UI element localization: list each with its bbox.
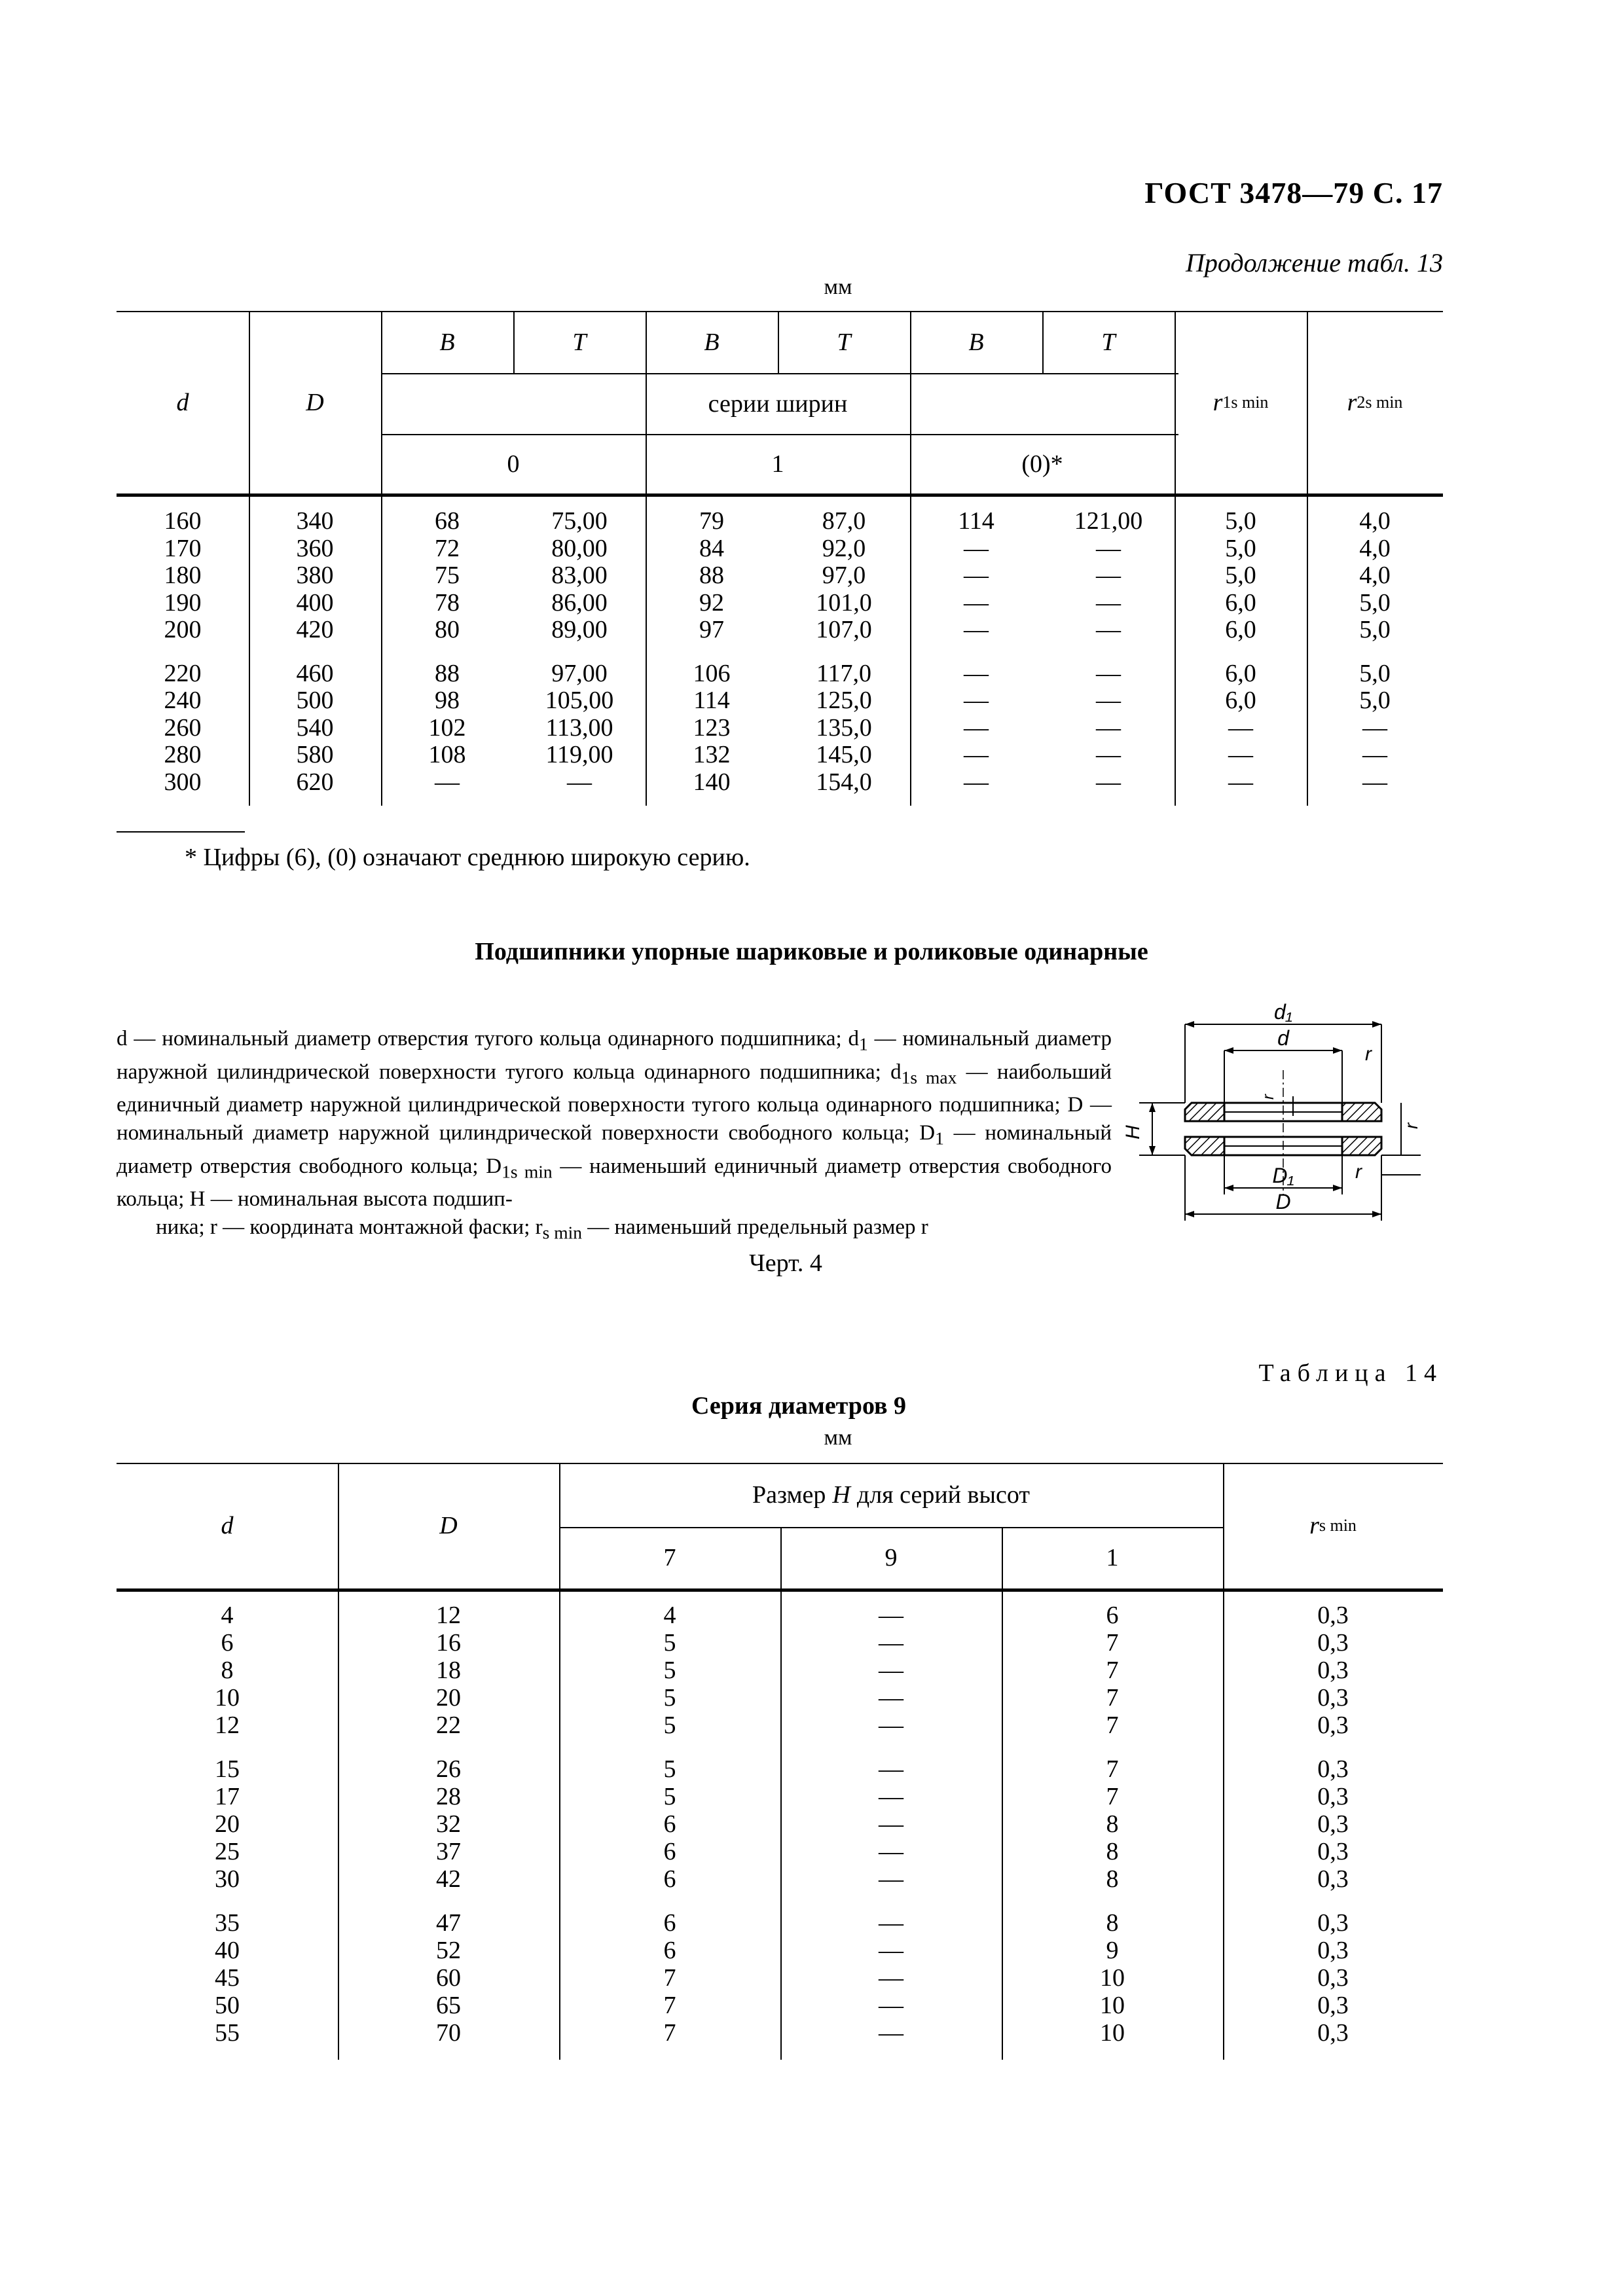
table-row bbox=[117, 714, 1443, 742]
table-cell: 5,0 bbox=[1359, 687, 1391, 714]
table-cell: 7 bbox=[1106, 1684, 1119, 1712]
col-header-B: B bbox=[968, 328, 984, 356]
table-cell: 119,00 bbox=[545, 741, 613, 768]
table-cell: 6,0 bbox=[1225, 659, 1256, 687]
table13 bbox=[117, 311, 1443, 808]
table-cell: 8 bbox=[1106, 1865, 1119, 1893]
table-row bbox=[117, 1629, 1443, 1657]
table-row bbox=[117, 687, 1443, 714]
table-cell: 420 bbox=[296, 616, 334, 643]
table-cell: 4 bbox=[663, 1602, 676, 1629]
table-cell: 87,0 bbox=[822, 507, 866, 535]
table-row bbox=[117, 1992, 1443, 2019]
table-cell: 160 bbox=[164, 507, 202, 535]
table-cell: 78 bbox=[435, 588, 460, 617]
table-cell: 0,3 bbox=[1317, 2019, 1349, 2047]
table-cell: 30 bbox=[215, 1865, 240, 1893]
table-cell: — bbox=[879, 1684, 903, 1712]
table-cell: 0,3 bbox=[1317, 1657, 1349, 1684]
table-cell: 20 bbox=[215, 1810, 240, 1838]
table-cell: 12 bbox=[436, 1602, 461, 1629]
table-cell: 190 bbox=[164, 588, 202, 617]
table-cell: — bbox=[435, 768, 460, 796]
series-0: 0 bbox=[507, 450, 520, 478]
table-cell: 98 bbox=[435, 687, 460, 714]
table-cell: 15 bbox=[215, 1755, 240, 1783]
table-cell: 40 bbox=[215, 1937, 240, 1964]
table-cell: 106 bbox=[693, 659, 731, 687]
table-cell: 360 bbox=[296, 534, 334, 562]
table-row bbox=[117, 1909, 1443, 1937]
table-row bbox=[117, 1602, 1443, 1629]
table-cell: 5 bbox=[663, 1684, 676, 1712]
table-cell: 135,0 bbox=[816, 713, 872, 742]
table-cell: 5 bbox=[663, 1783, 676, 1810]
table-cell: 8 bbox=[1106, 1810, 1119, 1838]
table13-units: мм bbox=[824, 275, 852, 299]
table-cell: 6,0 bbox=[1225, 588, 1256, 617]
table-cell: 108 bbox=[428, 741, 466, 768]
col-header-T: T bbox=[1101, 328, 1116, 356]
table-cell: — bbox=[879, 1783, 903, 1810]
table-cell: 5 bbox=[663, 1755, 676, 1783]
table-cell: 121,00 bbox=[1074, 507, 1143, 535]
table-cell: 5,0 bbox=[1225, 534, 1256, 562]
table-row bbox=[117, 1755, 1443, 1783]
svg-text:r: r bbox=[1355, 1161, 1362, 1183]
table-cell: 7 bbox=[663, 1964, 676, 1992]
svg-text:r: r bbox=[1401, 1122, 1421, 1129]
table-cell: 83,00 bbox=[551, 562, 608, 589]
table-cell: 80,00 bbox=[551, 534, 608, 562]
table-cell: 0,3 bbox=[1317, 1783, 1349, 1810]
table-cell: 140 bbox=[693, 768, 731, 796]
label-r: r bbox=[1365, 1043, 1372, 1065]
table-row bbox=[117, 1865, 1443, 1893]
table-cell: 12 bbox=[215, 1712, 240, 1739]
table-cell: 0,3 bbox=[1317, 1992, 1349, 2019]
table-cell: — bbox=[964, 588, 989, 617]
table-cell: 47 bbox=[436, 1909, 461, 1937]
table-cell: — bbox=[879, 1712, 903, 1739]
table-cell: 240 bbox=[164, 687, 202, 714]
table-cell: 26 bbox=[436, 1755, 461, 1783]
table-cell: 180 bbox=[164, 562, 202, 589]
table-cell: 97 bbox=[699, 616, 724, 643]
table14-units: мм bbox=[824, 1426, 852, 1450]
table-cell: 86,00 bbox=[551, 588, 608, 617]
table-cell: 0,3 bbox=[1317, 1684, 1349, 1712]
table-cell: 125,0 bbox=[816, 687, 872, 714]
table-row bbox=[117, 1810, 1443, 1838]
width-series-label: серии ширин bbox=[708, 389, 848, 418]
table-cell: 101,0 bbox=[816, 588, 872, 617]
table-cell: 105,00 bbox=[545, 687, 614, 714]
table-cell: — bbox=[879, 1937, 903, 1964]
label-H: H bbox=[1122, 1125, 1144, 1139]
table-cell: 300 bbox=[164, 768, 202, 796]
table-row bbox=[117, 660, 1443, 687]
table-cell: 0,3 bbox=[1317, 1937, 1349, 1964]
table-cell: 10 bbox=[1100, 2019, 1125, 2047]
table-cell: 380 bbox=[296, 562, 334, 589]
table-cell: 6 bbox=[663, 1810, 676, 1838]
table-cell: — bbox=[1096, 687, 1121, 714]
table-row bbox=[117, 589, 1443, 617]
table-row bbox=[117, 507, 1443, 535]
table-cell: 5 bbox=[663, 1657, 676, 1684]
table-row bbox=[117, 1937, 1443, 1964]
table-row bbox=[117, 1657, 1443, 1684]
table-cell: 92,0 bbox=[822, 534, 866, 562]
table-cell: 7 bbox=[1106, 1712, 1119, 1739]
table-cell: 6 bbox=[221, 1629, 234, 1657]
table-cell: 60 bbox=[436, 1964, 461, 1992]
table-cell: 65 bbox=[436, 1992, 461, 2019]
table-cell: — bbox=[879, 1755, 903, 1783]
table-cell: 170 bbox=[164, 534, 202, 562]
table-cell: 84 bbox=[699, 534, 724, 562]
label-D1: D₁ bbox=[1272, 1164, 1294, 1187]
table-cell: — bbox=[879, 1629, 903, 1657]
table-cell: 0,3 bbox=[1317, 1838, 1349, 1865]
table-cell: 72 bbox=[435, 534, 460, 562]
col-header-B: B bbox=[704, 328, 720, 356]
table-continuation-caption: Продолжение табл. 13 bbox=[1185, 248, 1443, 278]
table-cell: 7 bbox=[663, 1992, 676, 2019]
table-cell: 9 bbox=[1106, 1937, 1119, 1964]
table-cell: 6,0 bbox=[1225, 687, 1256, 714]
table-cell: 5 bbox=[663, 1629, 676, 1657]
label-d1: d₁ bbox=[1274, 1000, 1292, 1024]
table-cell: 0,3 bbox=[1317, 1602, 1349, 1629]
table-cell: 102 bbox=[428, 713, 466, 742]
table-cell: 6,0 bbox=[1225, 616, 1256, 643]
height-series-label: Размер H для серий высот bbox=[752, 1481, 1030, 1509]
table-cell: 88 bbox=[435, 659, 460, 687]
table-cell: 89,00 bbox=[551, 616, 608, 643]
table-cell: 37 bbox=[436, 1838, 461, 1865]
table-cell: 580 bbox=[296, 741, 334, 768]
table-cell: 145,0 bbox=[816, 741, 872, 768]
table-cell: — bbox=[964, 659, 989, 687]
series-1: 1 bbox=[771, 450, 784, 478]
table-cell: 400 bbox=[296, 588, 334, 617]
table-cell: 114 bbox=[958, 507, 994, 535]
table-cell: 154,0 bbox=[816, 768, 872, 796]
col-header-T: T bbox=[837, 328, 851, 356]
table-cell: — bbox=[964, 562, 989, 589]
table-row bbox=[117, 562, 1443, 589]
table-row bbox=[117, 1838, 1443, 1865]
definitions-text: d — номинальный диаметр отверстия тугого кольца одинарного подшипника; $d_1$ — номинальный диаметр наружной цилиндрической поверхности тугого кольца одинарного подшипника; $d_{1s max}$ — наибольший единичный диаметр наружной цилиндрической поверхности тугого кольца одинарного подшипника; D — номинальный диаметр наружной цилиндрической поверхности свободного кольца; $D_1$ — номинальный диаметр отверстия свободного кольца; $D_{1s min}$ — наименьший единичный диаметр отверстия свободного кольца; H — номинальная высота подшип- ника; r — координата монтажной фаски; $r_{s min}$ — наименьший предельный размер r bbox=[117, 1027, 1112, 1243]
table-row bbox=[117, 1684, 1443, 1712]
table-row bbox=[117, 535, 1443, 562]
table14 bbox=[117, 1463, 1443, 2065]
table-cell: 220 bbox=[164, 659, 202, 687]
table-cell: 97,00 bbox=[551, 659, 608, 687]
table-row bbox=[117, 1712, 1443, 1739]
table-cell: 4,0 bbox=[1359, 507, 1391, 535]
table-cell: — bbox=[879, 1838, 903, 1865]
table-cell: 35 bbox=[215, 1909, 240, 1937]
figure-caption: Черт. 4 bbox=[749, 1249, 822, 1277]
table-row bbox=[117, 768, 1443, 796]
table13-body bbox=[117, 507, 1443, 808]
table-cell: 7 bbox=[1106, 1755, 1119, 1783]
table-cell: — bbox=[1096, 659, 1121, 687]
table-cell: — bbox=[1096, 534, 1121, 562]
table-cell: 113,00 bbox=[545, 713, 613, 742]
table-cell: 0,3 bbox=[1317, 1755, 1349, 1783]
table-row bbox=[117, 1964, 1443, 1992]
table-row bbox=[117, 616, 1443, 643]
table-cell: 540 bbox=[296, 713, 334, 742]
table-cell: 5 bbox=[663, 1712, 676, 1739]
table-cell: 7 bbox=[663, 2019, 676, 2047]
label-D: D bbox=[1275, 1190, 1291, 1213]
table-cell: — bbox=[1096, 588, 1121, 617]
table-cell: 280 bbox=[164, 741, 202, 768]
table-cell: 5,0 bbox=[1359, 659, 1391, 687]
table-cell: 28 bbox=[436, 1783, 461, 1810]
col-header-D: D bbox=[306, 388, 324, 416]
table-cell: 5,0 bbox=[1359, 588, 1391, 617]
table-cell: 460 bbox=[296, 659, 334, 687]
table-cell: 7 bbox=[1106, 1629, 1119, 1657]
table-cell: 8 bbox=[221, 1657, 234, 1684]
table-cell: 200 bbox=[164, 616, 202, 643]
table-cell: — bbox=[879, 1865, 903, 1893]
table-cell: 16 bbox=[436, 1629, 461, 1657]
table-cell: 6 bbox=[663, 1838, 676, 1865]
table-cell: 79 bbox=[699, 507, 724, 535]
table-cell: 55 bbox=[215, 2019, 240, 2047]
table-cell: 0,3 bbox=[1317, 1909, 1349, 1937]
table-cell: 6 bbox=[663, 1909, 676, 1937]
table-cell: 52 bbox=[436, 1937, 461, 1964]
table-cell: 500 bbox=[296, 687, 334, 714]
table-cell: — bbox=[1096, 562, 1121, 589]
table-cell: — bbox=[879, 1909, 903, 1937]
col-header-B: B bbox=[439, 328, 455, 356]
table-cell: 0,3 bbox=[1317, 1712, 1349, 1739]
table-cell: 5,0 bbox=[1225, 562, 1256, 589]
table-cell: 123 bbox=[693, 713, 731, 742]
col-header-d: d bbox=[176, 388, 189, 416]
table-cell: 92 bbox=[699, 588, 724, 617]
table-cell: 260 bbox=[164, 713, 202, 742]
table-cell: 25 bbox=[215, 1838, 240, 1865]
table-cell: 0,3 bbox=[1317, 1865, 1349, 1893]
table-cell: 107,0 bbox=[816, 616, 872, 643]
table-cell: — bbox=[879, 1602, 903, 1629]
svg-text:r: r bbox=[1260, 1094, 1277, 1100]
table-cell: 10 bbox=[1100, 1964, 1125, 1992]
label-d: d bbox=[1277, 1026, 1289, 1050]
col-header-rs-min: r s min bbox=[1309, 1512, 1357, 1539]
table-cell: 10 bbox=[215, 1684, 240, 1712]
table-cell: 117,0 bbox=[816, 659, 872, 687]
series-title: Серия диаметров 9 bbox=[691, 1392, 907, 1420]
table-cell: — bbox=[1096, 616, 1121, 643]
table-cell: 114 bbox=[693, 687, 730, 714]
page-header: ГОСТ 3478—79 С. 17 bbox=[1144, 176, 1443, 209]
table-cell: — bbox=[1362, 741, 1387, 768]
table-cell: 50 bbox=[215, 1992, 240, 2019]
table-cell: 45 bbox=[215, 1964, 240, 1992]
thrust-bearing-drawing bbox=[1122, 998, 1427, 1234]
table-cell: — bbox=[879, 2019, 903, 2047]
table-cell: — bbox=[879, 1810, 903, 1838]
table-cell: 10 bbox=[1100, 1992, 1125, 2019]
table-cell: 0,3 bbox=[1317, 1810, 1349, 1838]
table-cell: 22 bbox=[436, 1712, 461, 1739]
table-cell: 88 bbox=[699, 562, 724, 589]
table-cell: 6 bbox=[663, 1865, 676, 1893]
table-cell: — bbox=[1362, 768, 1387, 796]
table-cell: 4 bbox=[221, 1602, 234, 1629]
table-cell: — bbox=[879, 1964, 903, 1992]
table-cell: — bbox=[964, 768, 989, 796]
table-cell: — bbox=[1228, 741, 1253, 768]
table-cell: 18 bbox=[436, 1657, 461, 1684]
table-cell: 4,0 bbox=[1359, 562, 1391, 589]
table-cell: — bbox=[1096, 768, 1121, 796]
table-cell: 0,3 bbox=[1317, 1964, 1349, 1992]
table14-body bbox=[117, 1602, 1443, 2060]
table-cell: — bbox=[879, 1657, 903, 1684]
table-cell: — bbox=[964, 616, 989, 643]
table-cell: — bbox=[964, 687, 989, 714]
table-cell: 80 bbox=[435, 616, 460, 643]
table-cell: 5,0 bbox=[1359, 616, 1391, 643]
table-cell: 6 bbox=[663, 1937, 676, 1964]
table-cell: — bbox=[567, 768, 592, 796]
section-title: Подшипники упорные шариковые и роликовые одинарные bbox=[475, 938, 1148, 965]
table-cell: 4,0 bbox=[1359, 534, 1391, 562]
table-label: Таблица 14 bbox=[1258, 1359, 1443, 1387]
table-cell: — bbox=[1096, 713, 1121, 742]
table-row bbox=[117, 2019, 1443, 2047]
table-cell: 5,0 bbox=[1225, 507, 1256, 535]
col-header-D: D bbox=[439, 1512, 458, 1539]
series-0-star: (0)* bbox=[1021, 450, 1063, 478]
height-series-1: 1 bbox=[1106, 1544, 1119, 1571]
table-cell: 20 bbox=[436, 1684, 461, 1712]
table-cell: 6 bbox=[1106, 1602, 1119, 1629]
table-cell: 0,3 bbox=[1317, 1629, 1349, 1657]
table-row bbox=[117, 741, 1443, 768]
table-row bbox=[117, 1783, 1443, 1810]
table-cell: — bbox=[1228, 713, 1253, 742]
table-cell: 7 bbox=[1106, 1783, 1119, 1810]
height-series-9: 9 bbox=[884, 1544, 898, 1571]
table-cell: — bbox=[1228, 768, 1253, 796]
col-header-T: T bbox=[572, 328, 587, 356]
table-cell: 8 bbox=[1106, 1909, 1119, 1937]
height-series-7: 7 bbox=[663, 1544, 676, 1571]
table-cell: 68 bbox=[435, 507, 460, 535]
col-header-r2s-min: r 2s min bbox=[1347, 388, 1403, 416]
table-cell: 17 bbox=[215, 1783, 240, 1810]
table-cell: 620 bbox=[296, 768, 334, 796]
table-cell: 8 bbox=[1106, 1838, 1119, 1865]
footnote: * Цифры (6), (0) означают среднюю широкую серию. bbox=[185, 844, 750, 871]
table-cell: — bbox=[1096, 741, 1121, 768]
table-cell: 32 bbox=[436, 1810, 461, 1838]
table-cell: — bbox=[964, 741, 989, 768]
table-cell: — bbox=[1362, 713, 1387, 742]
table-cell: 97,0 bbox=[822, 562, 866, 589]
table-cell: — bbox=[964, 713, 989, 742]
table-cell: — bbox=[879, 1992, 903, 2019]
col-header-d: d bbox=[221, 1512, 234, 1539]
table-cell: 70 bbox=[436, 2019, 461, 2047]
table-cell: 340 bbox=[296, 507, 334, 535]
table-cell: — bbox=[964, 534, 989, 562]
table-cell: 132 bbox=[693, 741, 731, 768]
table-cell: 75 bbox=[435, 562, 460, 589]
table-cell: 42 bbox=[436, 1865, 461, 1893]
col-header-r1s-min: r 1s min bbox=[1213, 388, 1269, 416]
table-cell: 7 bbox=[1106, 1657, 1119, 1684]
table-cell: 75,00 bbox=[551, 507, 608, 535]
